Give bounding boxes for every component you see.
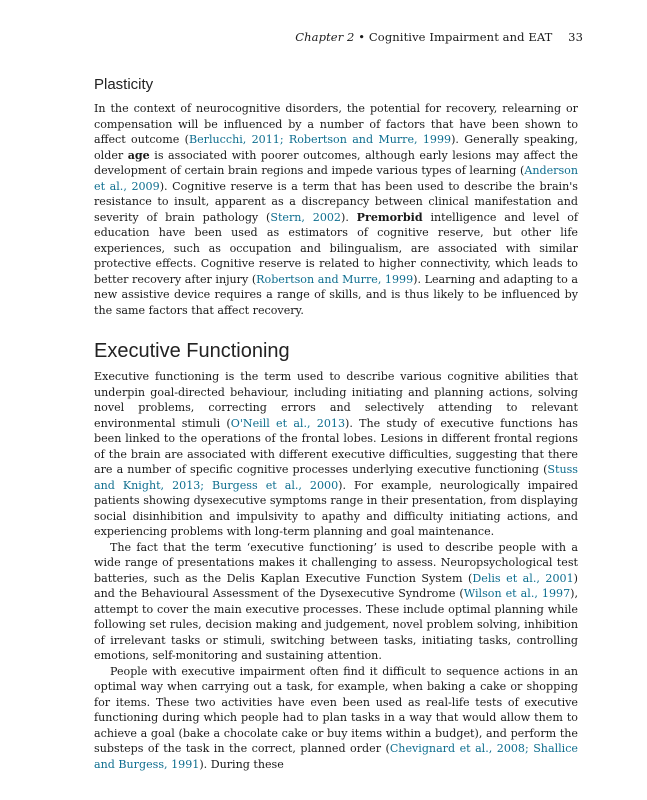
citation-link[interactable]: Robertson and Murre, 1999 — [256, 272, 414, 286]
citation-link[interactable]: Anderson et al., 2009 — [94, 164, 578, 193]
running-header — [295, 30, 583, 44]
citation-link[interactable]: O'Neill et al., 2013 — [230, 416, 345, 430]
plasticity-paragraph: In the context of neurocognitive disorders, the potential for recovery, relearning or compensation will be influenced by a number of factors that have been shown to affect outcome (Berlucchi, 2011; Robertson and Murre, 1999). Generally speaking, older age is associated with poorer outcomes, although early lesions may affect the development of certain brain regions and impede various types of learning (Anderson et al., 2009). Cognitive reserve is a term that has been used to describe the brain's resistance to insult, apparent as a discrepancy between clinical manifestation and severity of brain pathology (Stern, 2002). Premorbid intelligence and level of education have been used as estimators of cognitive reserve, but other life experiences, such as occupation and bilingualism, are associated with similar protective effects. Cognitive reserve is related to higher connectivity, which leads to better recovery after injury (Robertson and Murre, 1999). Learning and adapting to a new assistive device requires a range of skills, and is thus likely to be influenced by the same factors that affect recovery. — [94, 102, 579, 317]
executive-functioning-heading: Executive Functioning — [94, 340, 290, 362]
plasticity-heading: Plasticity — [94, 76, 154, 93]
page-number: 33 — [568, 30, 583, 44]
citation-link[interactable]: Wilson et al., 1997 — [463, 587, 571, 600]
header-bullet: • — [358, 30, 366, 44]
page-body — [94, 76, 578, 772]
executive-paragraph-3: People with executive impairment often find it difficult to sequence actions in an optimal way when carrying out a task, for example, when baking a cake or shopping for items. These two activities have even been used as real-life tests of executive functioning during which people had to plan tasks in a way that would allow them to achieve a goal (bake a chocolate cake or buy items within a budget), and perform the substeps of the task in the correct, planned order (Chevignard et al., 2008; Shallice and Burgess, 1991). During these — [94, 664, 578, 771]
citation-link[interactable]: Delis et al., 2001 — [472, 571, 574, 585]
citation-link[interactable]: Stern, 2002 — [270, 210, 341, 224]
keyword-age: age — [127, 148, 150, 162]
keyword-premorbid: Premorbid — [356, 210, 423, 224]
citation-link[interactable]: Chevignard et al., 2008; Shallice and Burgess, 1991 — [94, 742, 578, 771]
citation-link[interactable]: Berlucchi, 2011; Robertson and Murre, 1999 — [188, 133, 452, 146]
chapter-title: Cognitive Impairment and EAT — [368, 30, 553, 44]
executive-paragraph-2: The fact that the term ‘executive functioning’ is used to describe people with a wide range of presentations makes it challenging to assess. Neuropsychological test batteries, such as the Delis Kaplan Executive Function System (Delis et al., 2001) and the Behavioural Assessment of the Dysexecutive Syndrome (Wilson et al., 1997), attempt to cover the main executive processes. These include optimal planning while following set rules, decision making and judgement, novel problem solving, inhibition of irrelevant tasks or stimuli, switching between tasks, initiating tasks, controlling emotions, self-monitoring and sustaining attention. — [94, 540, 578, 662]
citation-link[interactable]: Stuss and Knight, 2013; Burgess et al., 2000 — [94, 463, 578, 492]
chapter-label: Chapter 2 — [295, 30, 355, 44]
executive-paragraph-1: Executive functioning is the term used to describe various cognitive abilities that underpin goal-directed behaviour, including initiating and planning actions, solving novel problems, correcting errors and selectively attending to relevant environmental stimuli (O'Neill et al., 2013). The study of executive functions has been linked to the operations of the frontal lobes. Lesions in different frontal regions of the brain are associated with different executive difficulties, suggesting that there are a number of specific cognitive processes underlying executive functioning (Stuss and Knight, 2013; Burgess et al., 2000). For example, neurologically impaired patients showing dysexecutive symptoms range in their presentation, from displaying social disinhibition and impulsivity to apathy and difficulty initiating actions, and experiencing problems with long-term planning and goal maintenance. — [94, 370, 578, 538]
